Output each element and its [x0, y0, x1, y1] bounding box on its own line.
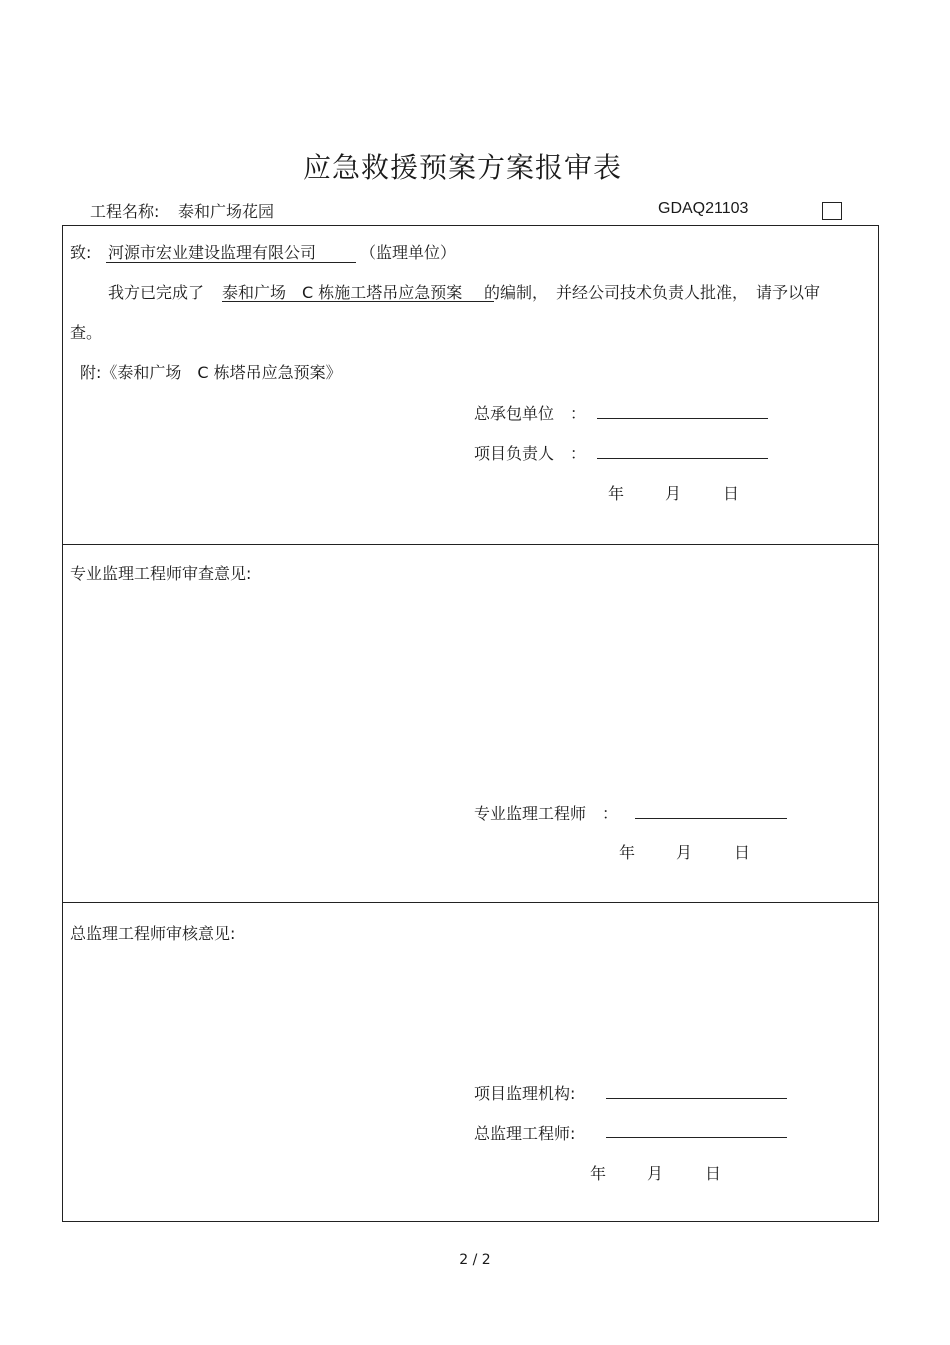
date-month: 月 — [676, 843, 693, 862]
date-month: 月 — [647, 1164, 664, 1183]
project-label: 工程名称: — [90, 202, 160, 221]
body-subject-underline — [222, 301, 494, 302]
form-code: GDAQ21103 — [658, 200, 749, 217]
chief-label: 总监理工程师: — [474, 1124, 576, 1143]
engineer-label: 专业监理工程师 ： — [474, 804, 619, 823]
to-label: 致: — [70, 243, 92, 262]
org-field[interactable] — [606, 1098, 787, 1099]
contractor-field[interactable] — [597, 418, 768, 419]
date-day: 日 — [734, 843, 751, 862]
manager-field[interactable] — [597, 458, 768, 459]
to-unit-underline — [106, 262, 356, 263]
manager-label: 项目负责人 ： — [474, 444, 587, 463]
date-day: 日 — [705, 1164, 722, 1183]
org-label: 项目监理机构: — [474, 1084, 576, 1103]
contractor-label: 总承包单位 ： — [474, 404, 587, 423]
date-day: 日 — [723, 484, 740, 503]
attachment: 附:《泰和广场 C 栋塔吊应急预案》 — [80, 363, 342, 382]
date-year: 年 — [619, 843, 636, 862]
date-year: 年 — [590, 1164, 607, 1183]
body-suffix: 的编制， 并经公司技术负责人批准， 请予以审 — [484, 283, 821, 302]
date-month: 月 — [665, 484, 682, 503]
body-line-2: 查。 — [70, 323, 103, 342]
form-checkbox[interactable] — [822, 202, 842, 220]
date-year: 年 — [608, 484, 625, 503]
engineer-review-heading: 专业监理工程师审查意见: — [70, 564, 252, 583]
project-name: 泰和广场花园 — [178, 202, 275, 221]
section-divider-1 — [62, 544, 879, 545]
body-prefix: 我方已完成了 — [108, 283, 205, 302]
chief-field[interactable] — [606, 1137, 787, 1138]
page-number: 2 / 2 — [459, 1252, 491, 1268]
section-divider-2 — [62, 902, 879, 903]
engineer-field[interactable] — [635, 818, 787, 819]
to-suffix: （监理单位） — [360, 243, 457, 262]
form-title: 应急救援预案方案报审表 — [302, 151, 622, 184]
body-subject: 泰和广场 C 栋施工塔吊应急预案 — [222, 283, 463, 302]
chief-review-heading: 总监理工程师审核意见: — [70, 924, 236, 943]
to-unit: 河源市宏业建设监理有限公司 — [108, 243, 317, 262]
